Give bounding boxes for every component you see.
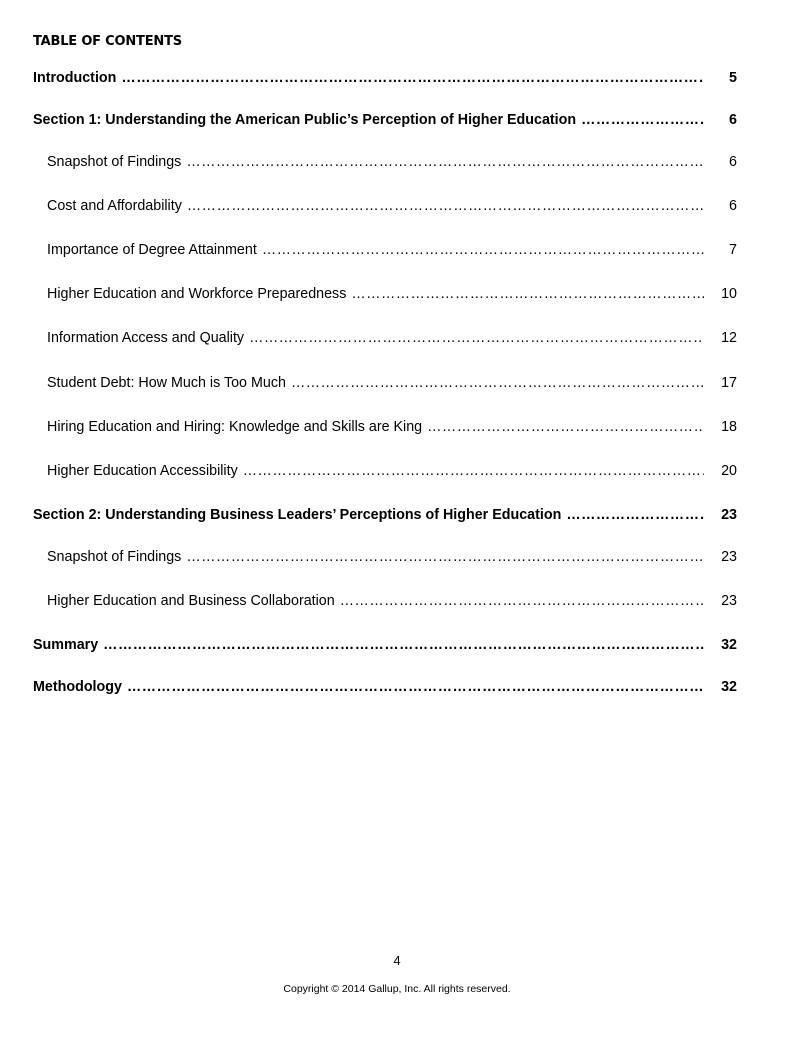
toc-entry-page: 20 [721, 463, 737, 479]
toc-entry-snapshot-1[interactable] [47, 153, 737, 171]
toc-entry-page: 32 [721, 679, 737, 695]
toc-entry-workforce-preparedness[interactable] [47, 285, 737, 303]
dot-leader [249, 329, 704, 347]
dot-leader [262, 241, 704, 259]
dot-leader [186, 153, 704, 171]
toc-entry-page: 23 [721, 549, 737, 565]
dot-leader [291, 374, 704, 392]
toc-entry-title: Higher Education and Business Collaboration [47, 593, 335, 609]
toc-entry-page: 7 [729, 242, 737, 258]
toc-entry-snapshot-2[interactable] [47, 548, 737, 566]
toc-entry-page: 5 [729, 70, 737, 86]
toc-entry-page: 23 [721, 507, 737, 523]
toc-entry-student-debt[interactable] [47, 374, 737, 392]
dot-leader [103, 636, 704, 654]
toc-entry-page: 6 [729, 112, 737, 128]
toc-entry-summary[interactable] [33, 636, 737, 654]
toc-entry-title: Methodology [33, 679, 122, 695]
toc-entry-title: Section 2: Understanding Business Leaders’ Perceptions of Higher Education [33, 507, 562, 523]
page-number: 4 [393, 953, 401, 968]
toc-entry-title: Cost and Affordability [47, 198, 182, 214]
toc-entry-title: Introduction [33, 70, 117, 86]
toc-entry-page: 32 [721, 637, 737, 653]
dot-leader [581, 111, 704, 129]
copyright-notice: Copyright © 2014 Gallup, Inc. All rights reserved. [283, 983, 511, 995]
toc-entry-degree-attainment[interactable] [47, 241, 737, 259]
toc-entry-business-collaboration[interactable] [47, 592, 737, 610]
toc-entry-page: 6 [729, 154, 737, 170]
toc-entry-cost-affordability[interactable] [47, 197, 737, 215]
toc-entry-methodology[interactable] [33, 678, 737, 696]
toc-entry-title: Summary [33, 637, 99, 653]
toc-entry-page: 17 [721, 375, 737, 391]
toc-entry-title: Student Debt: How Much is Too Much [47, 375, 286, 391]
toc-entry-title: Snapshot of Findings [47, 154, 182, 170]
dot-leader [427, 418, 704, 436]
toc-entry-title: Hiring Education and Hiring: Knowledge and Skills are King [47, 419, 423, 435]
toc-entry-section-2[interactable] [33, 506, 737, 524]
dot-leader [186, 548, 704, 566]
dot-leader [127, 678, 704, 696]
toc-entry-title: Importance of Degree Attainment [47, 242, 257, 258]
toc-entry-hiring-education[interactable] [47, 418, 737, 436]
toc-entry-title: Higher Education and Workforce Preparedness [47, 286, 347, 302]
toc-entry-title: Higher Education Accessibility [47, 463, 238, 479]
toc-entry-page: 12 [721, 330, 737, 346]
toc-entry-page: 23 [721, 593, 737, 609]
toc-entry-title: Snapshot of Findings [47, 549, 182, 565]
toc-entry-page: 10 [721, 286, 737, 302]
toc-entry-page: 6 [729, 198, 737, 214]
toc-entry-introduction[interactable] [33, 69, 737, 87]
dot-leader [121, 69, 704, 87]
toc-entry-title: Information Access and Quality [47, 330, 245, 346]
toc-entry-page: 18 [721, 419, 737, 435]
toc-entry-information-access[interactable] [47, 329, 737, 347]
dot-leader [243, 462, 704, 480]
toc-entry-section-1[interactable] [33, 111, 737, 129]
dot-leader [566, 506, 704, 524]
toc-entry-accessibility[interactable] [47, 462, 737, 480]
dot-leader [340, 592, 704, 610]
dot-leader [351, 285, 704, 303]
toc-heading: TABLE OF CONTENTS [33, 34, 182, 49]
dot-leader [187, 197, 704, 215]
toc-entry-title: Section 1: Understanding the American Public’s Perception of Higher Education [33, 112, 577, 128]
